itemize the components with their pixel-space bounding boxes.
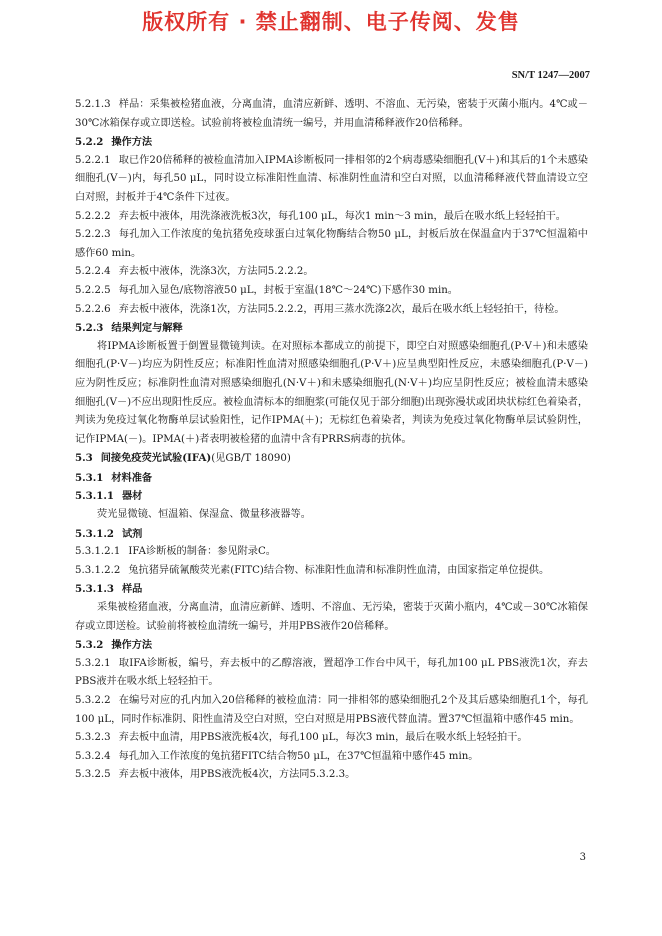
- para-5-2-2-6: [75, 301, 588, 320]
- para-5-2-2-5: [75, 282, 588, 301]
- clause-number: 5.2.2.4: [75, 266, 111, 278]
- clause-text: 弃去板中液体，洗涤3次，方法同5.2.2.2。: [118, 266, 314, 278]
- heading-text: 操作方法: [111, 639, 153, 652]
- para-5-3-1-2-1: [75, 543, 588, 562]
- heading-text: 样品: [122, 583, 143, 596]
- para-5-3-1-2-2: [75, 562, 588, 581]
- heading-5-3-1-3: [75, 580, 588, 599]
- clause-number: 5.2.1.3: [75, 99, 111, 110]
- clause-number: 5.3.2.3: [75, 732, 111, 744]
- heading-5-3-1: [75, 469, 588, 488]
- para-5-3-2-1: [75, 655, 588, 692]
- para-5-2-2-3: [75, 226, 588, 263]
- clause-text: 荧光显微镜、恒温箱、保湿盒、微量移液器等。: [97, 509, 311, 521]
- clause-text: 将IPMA诊断板置于倒置显微镜判读。在对照标本都成立的前提下，即空白对照感染细胞孔(P·V＋)和未感染细胞孔(P·V－)均应为阴性反应；标准阳性血清对照感染细胞孔(P·V＋)应呈典型阳性反应，未感染细胞孔(P·V－)应为阴性反应；标准阴性血清对照感染细胞孔(N·V＋)和未感染细胞孔(N·V＋)均应呈阴性反应；被检血清未感染细胞孔(V－)不应出现阳性反应。被检血清标本的细胞浆(可能仅见于部分细胞)出现弥漫状或团块状棕红色着染者，判读为免疫过氧化物酶单层试验阳性，记作IPMA(＋)；无棕红色着染者，判读为免疫过氧化物酶单层试验阴性，记作IPMA(－)。IPMA(＋)者表明被检猪的血清中含有PRRS病毒的抗体。: [75, 340, 589, 445]
- clause-number: 5.3.2.4: [75, 750, 111, 762]
- clause-text: 在编号对应的孔内加入20倍稀释的被检血清：同一排相邻的感染细胞孔2个及其后感染细胞孔1个，每孔100 μL，同时作标准阴、阳性血清及空白对照，空白对照是用PBS液代替血清。置37℃恒温箱中感作45 min。: [75, 695, 588, 725]
- clause-number: 5.2.2.6: [75, 303, 111, 315]
- para-5-2-1-3: [75, 96, 588, 133]
- para-samples: [75, 599, 588, 636]
- heading-text: 间接免疫荧光试验(IFA): [100, 452, 212, 465]
- document-body: [75, 96, 588, 785]
- clause-number: 5.3.2.1: [75, 657, 111, 669]
- heading-text: 材料准备: [111, 471, 153, 484]
- para-result-interpretation: [75, 338, 588, 450]
- clause-number: 5.3.2: [75, 639, 104, 652]
- para-equipment: [75, 506, 588, 525]
- clause-number: 5.2.2.2: [75, 210, 111, 222]
- clause-number: 5.3.1.3: [75, 583, 114, 596]
- heading-text: 结果判定与解释: [111, 322, 183, 335]
- clause-number: 5.3.2.2: [75, 695, 111, 706]
- heading-5-3-2: [75, 636, 588, 655]
- para-5-3-2-2: [75, 692, 588, 729]
- clause-number: 5.3.1.2: [75, 527, 114, 540]
- clause-text: 兔抗猪异硫氰酸荧光素(FITC)结合物、标准阳性血清和标准阴性血清，由国家指定单位提供。: [128, 564, 550, 576]
- clause-text: 每孔加入工作浓度的兔抗猪免疫球蛋白过氧化物酶结合物50 μL，封板后放在保温盒内于37℃恒温箱中感作60 min。: [75, 229, 588, 259]
- clause-number: 5.3.1: [75, 471, 104, 484]
- para-5-2-2-4: [75, 263, 588, 282]
- copyright-banner: 版权所有 · 禁止翻制、电子传阅、发售: [142, 10, 520, 34]
- heading-reference: (见GB/T 18090): [211, 453, 291, 465]
- para-5-3-2-4: [75, 748, 588, 767]
- clause-number: 5.2.2.1: [75, 154, 111, 166]
- clause-text: 弃去板中液体，用洗涤液洗板3次，每孔100 μL，每次1 min～3 min，最后在吸水纸上轻轻拍干。: [118, 210, 566, 222]
- heading-5-2-2: [75, 133, 588, 152]
- standard-number: SN/T 1247—2007: [511, 70, 590, 81]
- para-5-3-2-5: [75, 766, 588, 785]
- clause-text: 弃去板中血清，用PBS液洗板4次，每孔100 μL，每次3 min，最后在吸水纸上轻轻拍干。: [118, 732, 528, 744]
- clause-number: 5.3.1.2.2: [75, 564, 121, 576]
- clause-text: IFA诊断板的制备：参见附录C。: [128, 546, 276, 558]
- clause-text: 采集被检猪血液，分离血清，血清应新鲜、透明、不溶血、无污染，密装于灭菌小瓶内，4℃或－30℃冰箱保存或立即送检。试验前将被检血清统一编号，并用PBS液作20倍稀释。: [75, 602, 588, 632]
- para-5-2-2-2: [75, 208, 588, 227]
- clause-number: 5.2.2: [75, 136, 104, 149]
- para-5-3-2-3: [75, 729, 588, 748]
- clause-text: 弃去板中液体，洗涤1次，方法同5.2.2.2，再用三蒸水洗涤2次，最后在吸水纸上轻轻拍干，待检。: [118, 303, 565, 315]
- heading-text: 试剂: [122, 527, 143, 540]
- clause-number: 5.3.2.5: [75, 769, 111, 781]
- heading-5-2-3: [75, 319, 588, 338]
- clause-number: 5.3: [75, 452, 93, 465]
- clause-text: 样品：采集被检猪血液，分离血清，血清应新鲜、透明、不溶血、无污染，密装于灭菌小瓶内。4℃或－30℃冰箱保存或立即送检。试验前将被检血清统一编号，并用血清稀释液作20倍稀释。: [75, 99, 588, 129]
- clause-number: 5.2.2.5: [75, 284, 111, 296]
- heading-5-3: [75, 449, 588, 469]
- page-number: 3: [579, 852, 586, 863]
- clause-text: 每孔加入显色/底物溶液50 μL，封板于室温(18℃～24℃)下感作30 min。: [118, 284, 458, 296]
- clause-number: 5.2.2.3: [75, 229, 111, 241]
- clause-text: 取IFA诊断板，编号，弃去板中的乙醇溶液，置超净工作台中风干，每孔加100 μL PBS液洗1次，弃去PBS液并在吸水纸上轻轻拍干。: [75, 657, 588, 688]
- para-5-2-2-1: [75, 152, 588, 208]
- clause-text: 取已作20倍稀释的被检血清加入IPMA诊断板同一排相邻的2个病毒感染细胞孔(V＋)和其后的1个未感染细胞孔(V－)内，每孔50 μL，同时设立标准阳性血清、标准阴性血清和空白对照，以血清稀释液代替血清设立空白对照，封板并于4℃条件下过夜。: [75, 154, 588, 203]
- clause-text: 每孔加入工作浓度的兔抗猪FITC结合物50 μL，在37℃恒温箱中感作45 min。: [118, 750, 479, 762]
- heading-5-3-1-1: [75, 487, 588, 506]
- clause-number: 5.3.1.2.1: [75, 546, 121, 558]
- heading-text: 器材: [122, 490, 143, 503]
- clause-number: 5.2.3: [75, 322, 104, 335]
- clause-text: 弃去板中液体，用PBS液洗板4次，方法同5.3.2.3。: [118, 769, 356, 781]
- heading-text: 操作方法: [111, 136, 153, 149]
- heading-5-3-1-2: [75, 525, 588, 544]
- clause-number: 5.3.1.1: [75, 490, 114, 503]
